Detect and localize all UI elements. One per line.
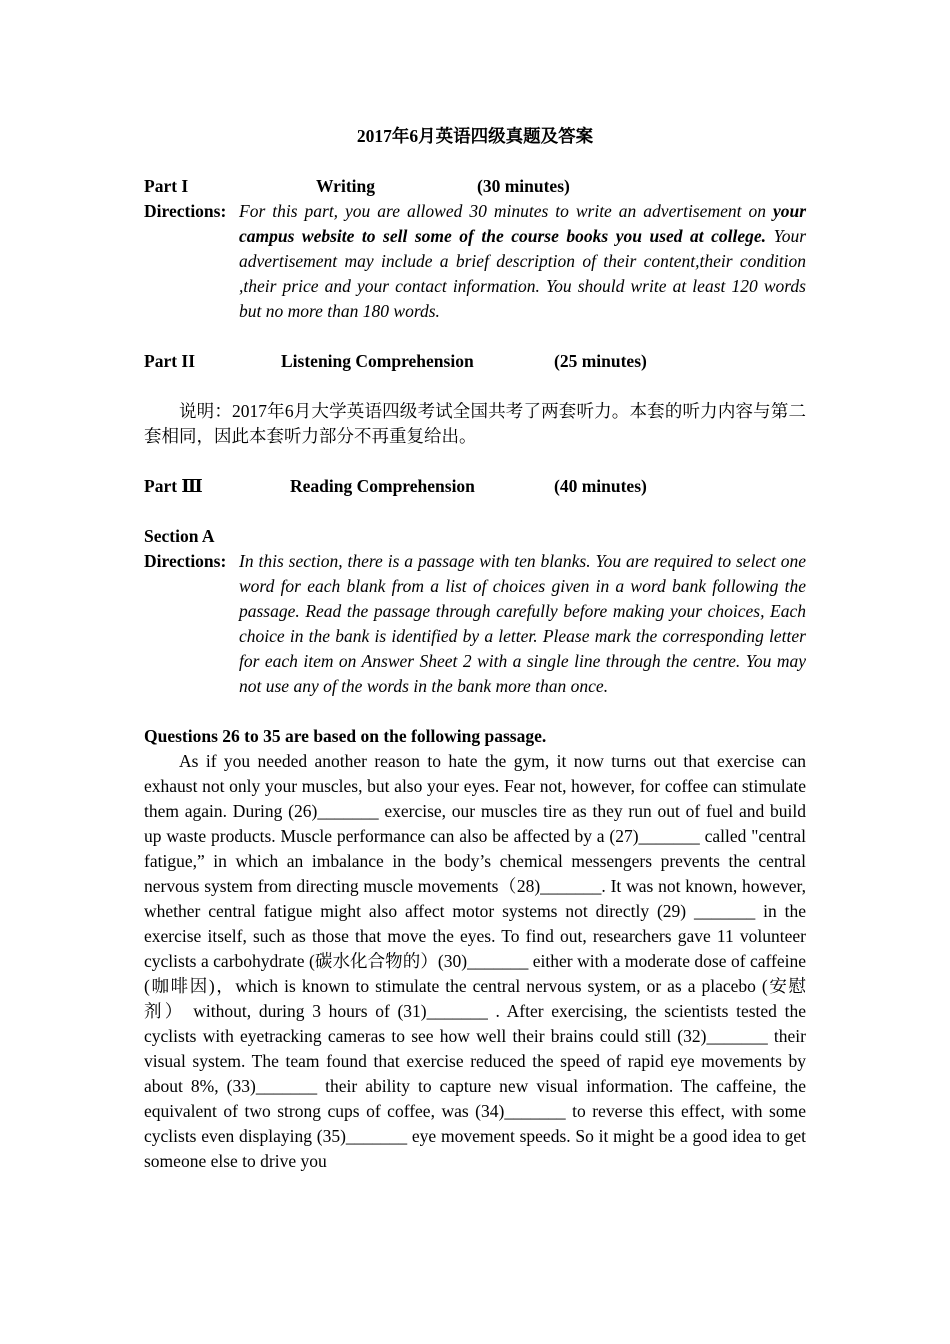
reading-passage: As if you needed another reason to hate the gym, it now turns out that exercise can exhaust not only your muscles, but also your eyes. Fear not, however, for coffee can stimulate them again. During (26)_______ exercise, our muscles tire as they run out of fuel and build up waste products. Muscle performance can also be affected by a (27)_______ called "central fatigue,” in which an imbalance in the body’s chemical messengers prevents the central nervous system from directing muscle movements（28)_______. It was not known, however, whether central fatigue might also affect motor systems not directly (29) _______ in the exercise itself, such as those that move the eyes. To find out, researchers gave 11 volunteer cyclists a carbohydrate (碳水化合物的）(30)_______ either with a moderate dose of caffeine (咖啡因)，which is known to stimulate the central nervous system, or as a placebo (安慰剂） without, during 3 hours of (31)_______ . After exercising, the scientists tested the cyclists with eyetracking cameras to see how well their brains could still (32)_______ their visual system. The team found that exercise reduced the speed of rapid eye movements by about 8%, (33)_______ their ability to capture new visual information. The caffeine, the equivalent of two strong cups of coffee, was (34)_______ to reverse this effect, with some cyclists even displaying (35)_______ eye movement speeds. So it might be a good idea to get someone else to drive you: [144, 751, 806, 1171]
part3-directions-text: In this section, there is a passage with ten blanks. You are required to select one word for each blank from a list of choices given in a word bank following the passage. Read the passage through carefully before making your choices, Each choice in the bank is identified by a letter. Please mark the corresponding letter for each item on Answer Sheet 2 with a single line through the centre. You may not use any of the words in the bank more than once.: [239, 551, 806, 696]
part1-name: Writing: [316, 176, 375, 196]
part3-name: Reading Comprehension: [290, 476, 475, 496]
part1-label: Part I: [144, 176, 189, 196]
part3-time: (40 minutes): [554, 476, 647, 496]
part2-heading: [144, 349, 806, 374]
part2-label: Part II: [144, 351, 196, 371]
directions-label: Directions:: [144, 201, 227, 221]
part1-directions-text-a: For this part, you are allowed 30 minutes to write an advertisement on: [239, 201, 773, 221]
part3-directions: [144, 549, 806, 699]
part1-time: (30 minutes): [477, 176, 570, 196]
directions-label: Directions:: [144, 551, 227, 571]
part1-directions-task: your campus website to sell some of the course books you used at college.: [239, 201, 806, 246]
part1-directions: [144, 199, 806, 324]
questions-heading: Questions 26 to 35 are based on the following passage.: [144, 726, 547, 746]
part2-time: (25 minutes): [554, 351, 647, 371]
part3-label: Part Ⅲ: [144, 476, 203, 496]
section-a-heading: Section A: [144, 526, 215, 546]
part2-note: 说明：2017年6月大学英语四级考试全国共考了两套听力。本套的听力内容与第二套相同，因此本套听力部分不再重复给出。: [144, 401, 806, 446]
part2-name: Listening Comprehension: [281, 351, 474, 371]
part1-directions-text-b: Your advertisement may include a brief description of their content,their condition ,their price and your contact information. You should write at least 120 words but no more than 180 words.: [239, 226, 807, 321]
document-title: 2017年6月英语四级真题及答案: [356, 126, 594, 146]
part3-heading: [144, 474, 806, 499]
part1-heading: [144, 174, 806, 199]
document-page: [144, 124, 806, 1174]
